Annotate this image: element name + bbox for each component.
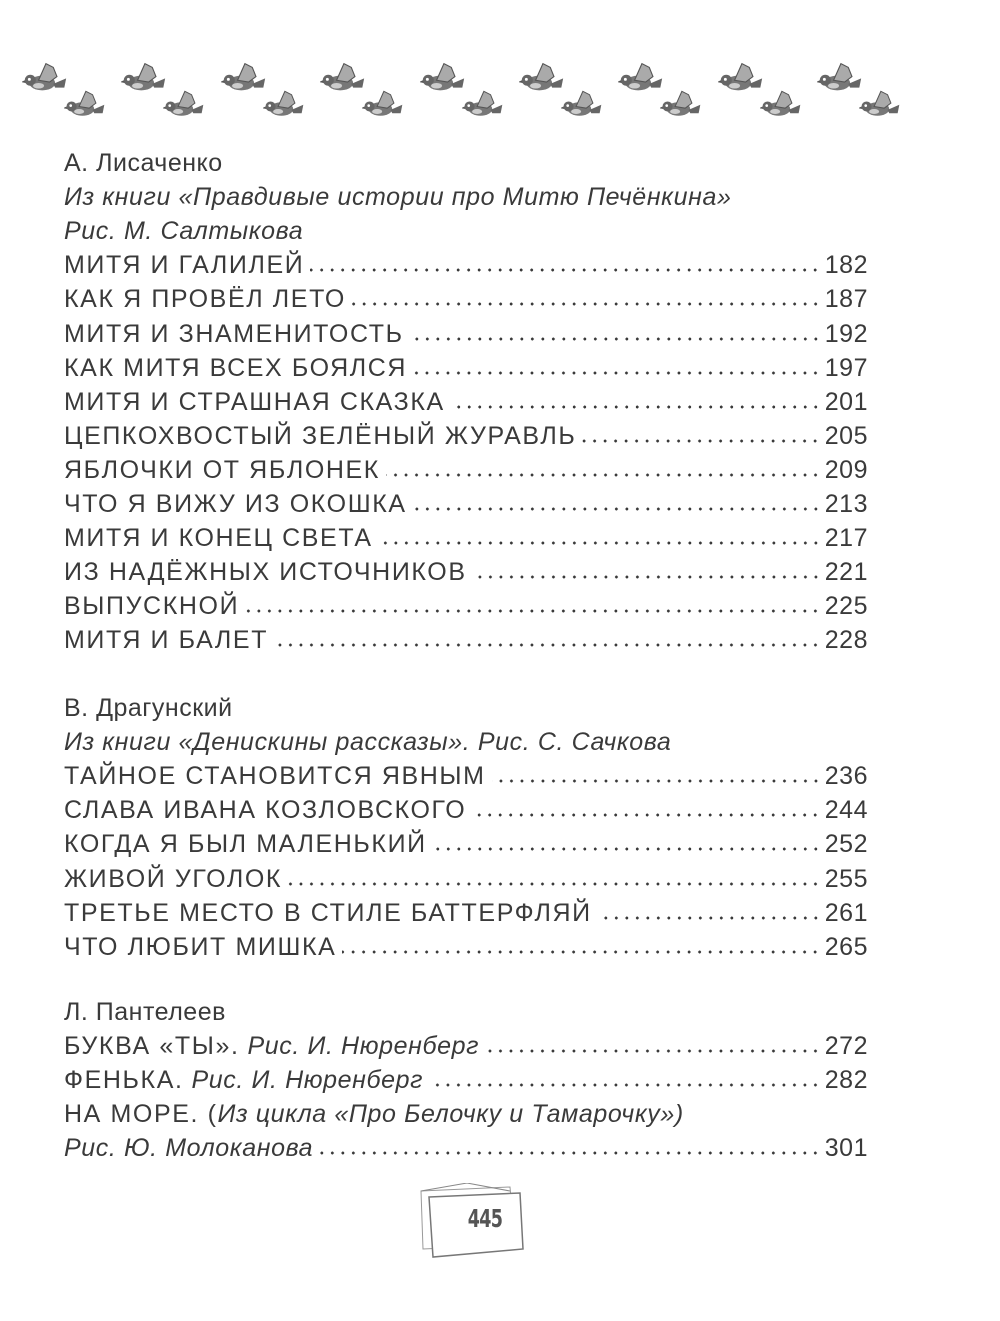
toc-entry[interactable]	[64, 862, 868, 896]
toc-entry[interactable]	[64, 827, 868, 861]
dot-leader	[319, 1150, 821, 1156]
entry-title: МИТЯ И СТРАШНАЯ СКАЗКА	[64, 387, 445, 416]
dot-leader	[274, 642, 821, 648]
toc-entry[interactable]	[64, 793, 868, 827]
dot-leader	[451, 404, 821, 410]
dot-leader	[379, 540, 821, 546]
entry-illustrator: Рис. И. Нюренберг	[191, 1066, 424, 1095]
entry-title: МИТЯ И БАЛЕТ	[64, 626, 269, 655]
bird-icon	[22, 60, 68, 97]
dot-leader	[492, 778, 821, 784]
author-name: А. Лисаченко	[64, 149, 223, 177]
bird-pair	[320, 60, 405, 135]
dot-leader	[433, 846, 821, 852]
entry-page: 301	[824, 1134, 868, 1163]
bird-pair	[519, 60, 604, 135]
entry-title: МИТЯ И КОНЕЦ СВЕТА	[64, 524, 373, 553]
bird-icon	[718, 60, 764, 97]
entry-page: 255	[824, 864, 868, 893]
toc-entry[interactable]	[64, 930, 868, 964]
dot-leader	[582, 438, 820, 444]
bird-pair	[420, 60, 505, 135]
bird-icon	[121, 60, 167, 97]
bird-icon	[221, 60, 267, 97]
entry-title: ВЫПУСКНОЙ	[64, 592, 240, 621]
entry-title: СЛАВА ИВАНА КОЗЛОВСКОГО	[64, 796, 467, 825]
toc-entry[interactable]	[64, 589, 868, 623]
bird-border-ornament	[22, 60, 902, 135]
toc-entry[interactable]	[64, 1029, 868, 1063]
toc-entry[interactable]	[64, 521, 868, 555]
entry-illustrator: Рис. И. Нюренберг	[247, 1032, 480, 1061]
entry-page: 221	[824, 558, 868, 587]
entry-page: 261	[824, 898, 868, 927]
entry-title: ЧТО ЛЮБИТ МИШКА	[64, 932, 337, 961]
entry-page: 187	[824, 285, 868, 314]
toc-entry[interactable]	[64, 487, 868, 521]
dot-leader	[352, 301, 821, 307]
book-note: Рис. М. Салтыкова	[64, 217, 304, 246]
dot-leader	[598, 915, 821, 921]
toc-entry[interactable]	[64, 1063, 868, 1097]
dot-leader	[473, 574, 821, 580]
dot-leader	[245, 608, 821, 614]
bird-icon	[519, 60, 565, 97]
entry-title: ТРЕТЬЕ МЕСТО В СТИЛЕ БАТТЕРФЛЯЙ	[64, 898, 592, 927]
entry-page: 265	[824, 932, 868, 961]
bird-icon	[660, 88, 702, 122]
entry-page: 192	[824, 319, 868, 348]
bird-pair	[22, 60, 107, 135]
entry-page: 201	[824, 387, 868, 416]
bird-icon	[320, 60, 366, 97]
toc-entry[interactable]	[64, 282, 868, 316]
entry-title: КАК МИТЯ ВСЕХ БОЯЛСЯ	[64, 353, 408, 382]
entry-title: МИТЯ И ГАЛИЛЕЙ	[64, 251, 305, 280]
entry-page: 225	[824, 592, 868, 621]
entry-page: 205	[824, 421, 868, 450]
author-name: Л. Пантелеев	[64, 998, 226, 1026]
bird-icon	[760, 88, 802, 122]
bird-icon	[462, 88, 504, 122]
bird-pair	[121, 60, 206, 135]
author-name: В. Драгунский	[64, 694, 233, 722]
book-note: Из книги «Правдивые истории про Митю Печёнкина»	[64, 183, 732, 212]
dot-leader	[288, 881, 821, 887]
entry-page: 213	[824, 490, 868, 518]
entry-title: ЦЕПКОХВОСТЫЙ ЗЕЛЁНЫЙ ЖУРАВЛЬ	[64, 421, 577, 450]
entry-page: 244	[824, 796, 868, 825]
toc-entry[interactable]	[64, 453, 868, 487]
entry-title: ИЗ НАДЁЖНЫХ ИСТОЧНИКОВ	[64, 558, 467, 587]
bird-icon	[561, 88, 603, 122]
entry-illustrator: Рис. Ю. Молоканова	[64, 1134, 314, 1163]
entry-page: 282	[824, 1066, 868, 1095]
entry-title: ЖИВОЙ УГОЛОК	[64, 864, 283, 893]
bird-icon	[362, 88, 404, 122]
entry-page: 228	[824, 626, 868, 655]
bird-icon	[163, 88, 205, 122]
page-number: 445	[467, 1204, 503, 1233]
entry-page: 272	[824, 1032, 868, 1061]
bird-pair	[618, 60, 703, 135]
bird-pair	[718, 60, 803, 135]
entry-illustrator: Из цикла «Про Белочку и Тамарочку»)	[217, 1100, 684, 1129]
bird-icon	[817, 60, 863, 97]
toc-entry[interactable]	[64, 351, 868, 385]
toc-entry[interactable]	[64, 248, 868, 282]
entry-page: 182	[824, 251, 868, 280]
bird-icon	[64, 88, 106, 122]
bird-icon	[420, 60, 466, 97]
entry-page: 209	[824, 455, 868, 484]
bird-pair	[817, 60, 902, 135]
dot-leader	[485, 1048, 821, 1054]
dot-leader	[342, 949, 820, 955]
dot-leader	[429, 1082, 821, 1088]
entry-title: КАК Я ПРОВЁЛ ЛЕТО	[64, 285, 346, 314]
dot-leader	[386, 472, 821, 478]
toc-entry[interactable]	[64, 555, 868, 589]
bird-icon	[618, 60, 664, 97]
toc-entry[interactable]	[64, 896, 868, 930]
entry-page: 252	[824, 830, 868, 859]
entry-title: НА МОРЕ. (	[64, 1100, 218, 1129]
toc-entry[interactable]	[64, 623, 868, 657]
toc-entry[interactable]	[64, 759, 868, 793]
dot-leader	[413, 370, 821, 376]
entry-title: МИТЯ И ЗНАМЕНИТОСТЬ	[64, 319, 404, 348]
entry-title: ТАЙНОЕ СТАНОВИТСЯ ЯВНЫМ	[64, 762, 486, 791]
bird-pair	[221, 60, 306, 135]
entry-title: ФЕНЬКА.	[64, 1066, 184, 1095]
entry-title: БУКВА «ТЫ».	[64, 1032, 240, 1061]
dot-leader	[410, 336, 821, 342]
entry-title: ЧТО Я ВИЖУ ИЗ ОКОШКА	[64, 490, 407, 518]
toc-entry[interactable]	[64, 385, 868, 419]
dot-leader	[413, 506, 821, 512]
entry-title: ЯБЛОЧКИ ОТ ЯБЛОНЕК	[64, 455, 380, 484]
toc-entry[interactable]	[64, 1097, 868, 1131]
toc-entry[interactable]	[64, 419, 868, 453]
book-note: Из книги «Денискины рассказы». Рис. С. Сачкова	[64, 728, 672, 757]
bird-icon	[263, 88, 305, 122]
entry-page: 197	[824, 353, 868, 382]
toc-entry-continued	[64, 1131, 868, 1165]
bird-icon	[859, 88, 901, 122]
toc-entry[interactable]	[64, 317, 868, 351]
entry-title: КОГДА Я БЫЛ МАЛЕНЬКИЙ	[64, 830, 427, 859]
dot-leader	[310, 267, 820, 273]
entry-page: 236	[824, 762, 868, 791]
entry-page: 217	[824, 524, 868, 553]
dot-leader	[472, 812, 820, 818]
